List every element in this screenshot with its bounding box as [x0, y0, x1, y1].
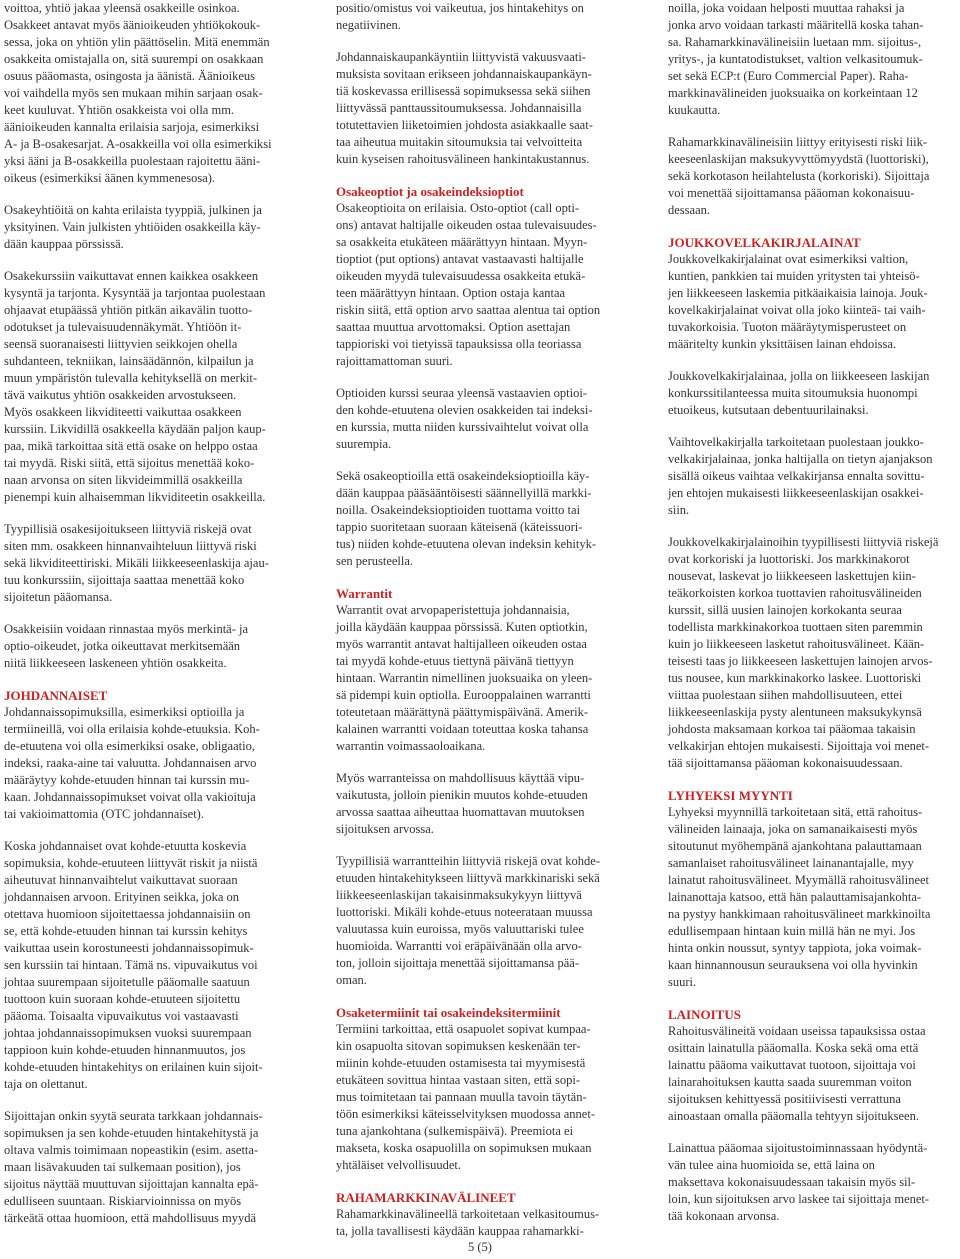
paragraph: Vaihtovelkakirjalla tarkoitetaan puolestaan joukko- velkakirjalainaa, jonka haltijalla on tietyn ajanjakson sisällä oikeus vaihtaa velkakirjansa ennalta sovittu- jen ehtojen mukaisesti liikkeeseenlaskijan osakkei- siin.	[668, 435, 933, 517]
paragraph: Rahamarkkinavälineellä tarkoitetaan velkasitoumus- ta, jolla tavallisesti käydään kauppaa rahamarkki-	[336, 1207, 600, 1238]
paragraph: Joukkovelkakirjalainoihin tyypillisesti liittyviä riskejä ovat korkoriski ja luottoriski. Jos markkinakorot nousevat, laskevat jo liikkeeseen laskettujen kiin- teäkorkoisten korkoa tuottavien rahoitusvälineiden kurssit, sillä uusien lainojen korkokanta seuraa todellista markkinakorkoa tuottaen siten paremmin kuin jo liikkeeseen lasketut rahoitusvälineet. Kään- teisesti taas jo liikkeeseen laskettujen lainojen arvos- tus nousee, kun markkinakorko laskee. Luottoriski viittaa puolestaan siihen mahdollisuuteen, ettei liikkeeseenlaskija pysty alentuneen maksukykynsä johdosta maksamaan korkoa tai pääomaa takaisin velkakirjan ehtojen mukaisesti. Sijoittaja voi menet- tää sijoittamansa pääoman kokonaisuudessaan.	[668, 535, 939, 770]
section-heading: LYHYEKSI MYYNTI	[668, 788, 793, 803]
paragraph: Lyhyeksi myynnillä tarkoitetaan sitä, että rahoitus- välineiden lainaaja, joka on samanaikaisesti myös sitoutunut myöhempänä ajankohtana palauttamaan samanlaiset rahoitusvälineet lainanantajalle, myy lainatut rahoitusvälineet. Myymällä rahoitusvälineet lainanottaja katsoo, että hän palauttamisajankohta- na pystyy hankkimaan rahoitusvälineet markkinoilta edullisempaan hintaan kuin millä hän ne myi. Jos hinta onkin noussut, syntyy tappiota, joka voimak- kaan hinnannousun seurauksena voi olla hyvinkin suuri.	[668, 805, 931, 989]
paragraph: Termiini tarkoittaa, että osapuolet sopivat kumpaa- kin osapuolta sitovan sopimuksen keskenään ter- miinin kohde-etuuden ostamisesta tai myymisestä etukäteen sovittua hintaa vastaan siten, että sopi- mus toimitetaan tai pannaan muulla tavoin täytän- töön esimerkiksi käteisselvityksen muodossa annet- tuna ajankohtana (sulkemispäivä). Preemiota ei makseta, koska osapuolilla on sopimuksen mukaan yhtäläiset velvollisuudet.	[336, 1022, 595, 1172]
paragraph: Optioiden kurssi seuraa yleensä vastaavien optioi- den kohde-etuutena olevien osakkeiden tai indeksi- en kurssia, mutta niiden kurssivaihtelut voivat olla suurempia.	[336, 386, 593, 451]
paragraph: Osakekurssiin vaikuttavat ennen kaikkea osakkeen kysyntä ja tarjonta. Kysyntää ja tarjontaa puolestaan ohjaavat etupäässä yhtiön pitkän aikavälin tuotto- odotukset ja tulevaisuudennäkymät. Yhtiöön it- seensä suoranaisesti liittyvien seikkojen ohella suhdanteen, tekniikan, lainsäädännön, kilpailun ja muun ympäristön tulevalla kehityksellä on merkit- tävä vaikutus yhtiön osakkeiden arvostukseen. Myös osakkeen likviditeetti vaikuttaa osakkeen kurssiin. Likvidillä osakkeella käydään paljon kaup- paa, mikä tarkoittaa sitä että osake on helppo ostaa tai myydä. Riski siitä, että sijoitus menettää koko- naan arvonsa on siten likvideimmillä osakkeilla pienempi kuin alhaisemman likviditeetin osakkeilla.	[4, 269, 266, 504]
section-heading: RAHAMARKKINAVÄLINEET	[336, 1190, 516, 1205]
paragraph: Rahamarkkinavälineisiin liittyy erityisesti riski liik- keeseenlaskijan maksukyvyttömyydstä (luottoriski), sekä korkotason heilahtelusta (korkoriski). Sijoittaja voi menettää sijoittamansa pääoman kokonaisuu- dessaan.	[668, 135, 930, 217]
section-heading: Osaketermiinit tai osakeindeksitermiinit	[336, 1005, 561, 1020]
paragraph: Lainattua pääomaa sijoitustoiminnassaan hyödyntä- vän tulee aina huomioida se, että laina on maksettava kokonaisuudessaan takaisin myös sil- loin, kun sijoituksen arvo laskee tai sijoittaja menet- tää kokonaan arvonsa.	[668, 1141, 930, 1223]
paragraph: Tyypillisiä osakesijoitukseen liittyviä riskejä ovat siten mm. osakkeen hinnanvaihteluun liittyvä riski sekä likviditeettiriski. Mikäli liikkeeseenlaskija ajau- tuu konkurssiin, sijoittaja saattaa menettää koko sijoitetun pääomansa.	[4, 522, 269, 604]
paragraph: Johdannaissopimuksilla, esimerkiksi optioilla ja termiineillä, voi olla erilaisia kohde-etuuksia. Koh- de-etuutena voi olla esimerkiksi osake, obligaatio, indeksi, raaka-aine tai valuutta. Johdannaisen arvo määräytyy kohde-etuuden hinnan tai kurssin mu- kaan. Johdannaissopimukset voivat olla vakioituja tai vakioimattomia (OTC johdannaiset).	[4, 705, 260, 821]
paragraph: Johdannaiskaupankäyntiin liittyvistä vakuusvaati- muksista sovitaan erikseen johdannaiskaupankäyn- tiä koskevassa erillisessä sopimuksessa sekä siihen liittyvässä panttaussitoumuksessa. Johdannaisilla totutettavien liiketoimien johdosta asiakkaalle saat- taa aiheutua muitakin sitoumuksia tai velvoitteita kuin kyseisen rahoitusvälineen hankintakustannus.	[336, 50, 593, 166]
paragraph: Warrantit ovat arvopaperistettuja johdannaisia, joilla käydään kauppaa pörssissä. Kuten optiotkin, myös warrantit antavat haltijalleen oikeuden ostaa tai myydä kohde-etuus tiettynä päivänä tiettyyn hintaan. Warrantin nimellinen juoksuaika on yleen- sä pidempi kuin optiolla. Eurooppalainen warrantti toteutetaan määrättynä päättymispäivänä. Amerik- kalainen warrantti voidaan toteuttaa koska tahansa warrantin voimassaoloaikana.	[336, 603, 593, 753]
paragraph: Osakkeisiin voidaan rinnastaa myös merkintä- ja optio-oikeudet, jotka oikeuttavat merkitsemään niitä liikkeeseen laskeneen yhtiön osakkeita.	[4, 622, 249, 670]
text-column-right	[668, 0, 960, 1240]
paragraph: positio/omistus voi vaikeutua, jos hintakehitys on negatiivinen.	[336, 1, 584, 32]
section-heading: LAINOITUS	[668, 1007, 741, 1022]
text-column-middle	[336, 0, 632, 1255]
paragraph: Myös warranteissa on mahdollisuus käyttää vipu- vaikutusta, jolloin pienikin muutos kohde-etuuden arvossa saattaa aiheuttaa huomattavan muutoksen sijoituksen arvossa.	[336, 771, 588, 836]
paragraph: Osakeyhtiöitä on kahta erilaista tyyppiä, julkinen ja yksityinen. Vain julkisten yhtiöiden osakkeilla käy- dään kauppaa pörssissä.	[4, 203, 262, 251]
paragraph: Koska johdannaiset ovat kohde-etuutta koskevia sopimuksia, kohde-etuuteen liittyvät riskit ja niistä aiheutuvat hinnanvaihtelut vaikuttavat suoraan johdannaisen arvoon. Erityinen seikka, joka on otettava huomioon sijoitettaessa johdannaisiin on se, että kohde-etuuden hinnan tai kurssin kehitys vaikuttaa usein korostuneesti johdannaissopimuk- sen kurssiin tai hintaan. Tämä ns. vipuvaikutus voi johtaa suurempaan sijoitetulle pääomalle saatuun tuottoon kuin suoraan kohde-etuuteen sijoitettu pääoma. Toisaalta vipuvaikutus voi vastaavasti johtaa johdannaissopimuksen vuoksi suurempaan tappioon kuin kohde-etuuden hinnanmuutos, jos kohde-etuuden hintakehitys on erilainen kuin sijoit- taja on olettanut.	[4, 839, 263, 1091]
paragraph: Sekä osakeoptioilla että osakeindeksioptioilla käy- dään kauppaa pääsääntöisesti säännellyillä markki- noilla. Osakeindeksioptioiden tuottama voitto tai tappio suoritetaan suoraan käteisenä (käteissuori- tus) niiden kohde-etuutena olevan indeksin kehityk- sen perusteella.	[336, 469, 597, 568]
paragraph: Joukkovelkakirjalainaa, jolla on liikkeeseen laskijan konkurssitilanteessa muita sitoumuksia huonompi etuoikeus, kutsutaan debentuurilainaksi.	[668, 369, 930, 417]
section-heading: Warrantit	[336, 586, 393, 601]
paragraph: noilla, joka voidaan helposti muuttaa rahaksi ja jonka arvo voidaan tarkasti määritellä koska tahan- sa. Rahamarkkinavälineisiin luetaan mm. sijoitus-, yritys-, ja kuntatodistukset, valtion velkasitoumuk- set sekä ECP:t (Euro Commercial Paper). Raha- markkinavälineiden juoksuaika on korkeintaan 12 kuukautta.	[668, 1, 924, 117]
text-column-left	[4, 0, 300, 1242]
paragraph: Osakeoptioita on erilaisia. Osto-optiot (call opti- ons) antavat haltijalle oikeuden ostaa tulevaisuudes- sa osakkeita etukäteen määrättyyn hintaan. Myyn- tioptiot (put options) antavat vastaavasti haltijalle oikeuden myydä tulevaisuudessa osakkeita etukä- teen määrättyyn hintaan. Option ostaja kantaa riskin siitä, että option arvo saattaa alentua tai option saattaa muuttua arvottomaksi. Option asettajan tappioriski voi tietyissä tapauksissa olla teoriassa rajoittamattoman suuri.	[336, 201, 601, 368]
paragraph: Joukkovelkakirjalainat ovat esimerkiksi valtion, kuntien, pankkien tai muiden yritysten tai yhteisö- jen liikkeeseen laskemia pitkäaikaisia lainoja. Jouk- kovelkakirjalainat voivat olla joko kiinteä- tai vaih- tuvakorkoisia. Tuoton määräytymisperusteet on määritelty kunkin yksittäisen lainan ehdoissa.	[668, 252, 928, 351]
section-heading: Osakeoptiot ja osakeindeksioptiot	[336, 184, 524, 199]
paragraph: Tyypillisiä warrantteihin liittyviä riskejä ovat kohde- etuuden hintakehitykseen liittyvä markkinariski sekä liikkeeseenlaskijan takaisinmaksukykyyn liittyvä luottoriski. Mikäli kohde-etuus noteerataan muussa valuutassa kuin euroissa, myös valuuttariski tulee huomioida. Warrantti voi eräpäivänään olla arvo- ton, jolloin sijoittaja menettää sijoittamansa pää- oman.	[336, 854, 600, 987]
paragraph: voittoa, yhtiö jakaa yleensä osakkeille osinkoa. Osakkeet antavat myös äänioikeuden yhtiökokouk- sessa, joka on yhtiön ylin päättöselin. Mitä enemmän osakkeita omistajalla on, sitä suurempi on osakkaan osuus pääomasta, osingosta ja äänistä. Äänioikeus voi vaihdella myös sen mukaan mihin sarjaan osak- keet kuuluvat. Yhtiön osakkeista voi olla mm. äänioikeuden kannalta erilaisia sarjoja, esimerkiksi A- ja B-osakesarjat. A-osakkeilla voi olla esimerkiksi yksi ääni ja B-osakkeilla puolestaan rajoitettu ääni- oikeus (esimerkiksi äänen kymmenesosa).	[4, 1, 272, 185]
paragraph: Sijoittajan onkin syytä seurata tarkkaan johdannais- sopimuksen ja sen kohde-etuuden hintakehitystä ja oltava valmis toimimaan nopeastikin (esim. asetta- maan lisävakuuden tai sulkemaan position), jos sijoitus näyttää muuttuvan sijoittajan kannalta epä- edulliseen suuntaan. Riskiarvioinnissa on myös tärkeätä ottaa huomioon, että mahdollisuus myydä	[4, 1109, 263, 1225]
paragraph: Rahoitusvälineitä voidaan useissa tapauksissa ostaa osittain lainatulla pääomalla. Koska sekä oma että lainattu pääoma vaikuttavat tuotoon, sijoittaja voi lainarahoituksen kautta saada suuremman voiton sijoituksen kehittyessä positiivisesti verrattuna ainoastaan omalla pääomalla tehtyyn sijoitukseen.	[668, 1024, 926, 1123]
page-number: 5 (5)	[468, 1240, 492, 1254]
section-heading: JOHDANNAISET	[4, 688, 108, 703]
section-heading: JOUKKOVELKAKIRJALAINAT	[668, 235, 861, 250]
